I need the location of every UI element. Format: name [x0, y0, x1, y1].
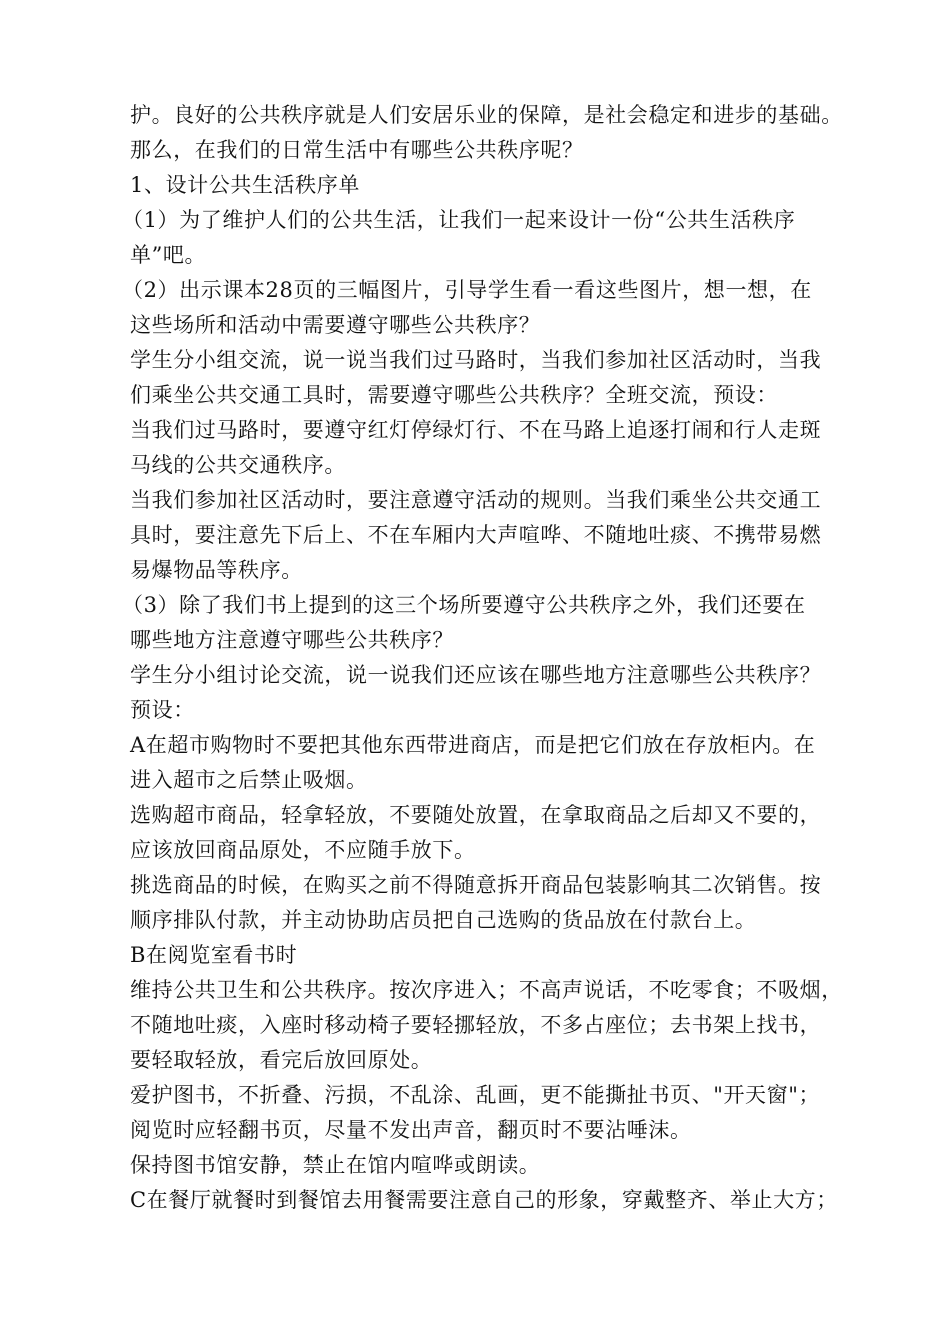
text-line: 那么，在我们的日常生活中有哪些公共秩序呢？ — [130, 138, 584, 162]
text-line: 进入超市之后禁止吸烟。 — [130, 768, 368, 792]
text-line: 学生分小组交流，说一说当我们过马路时，当我们参加社区活动时，当我 — [130, 348, 822, 372]
text-line: 不随地吐痰，入座时移动椅子要轻挪轻放，不多占座位；去书架上找书， — [130, 1013, 822, 1037]
text-line: 单”吧。 — [130, 243, 207, 267]
text-line: 当我们参加社区活动时，要注意遵守活动的规则。当我们乘坐公共交通工 — [130, 488, 822, 512]
text-line: 维持公共卫生和公共秩序。按次序进入；不高声说话，不吃零食；不吸烟， — [130, 978, 843, 1002]
text-line: 预设： — [130, 698, 195, 722]
text-line: 选购超市商品，轻拿轻放，不要随处放置，在拿取商品之后却又不要的， — [130, 803, 822, 827]
text-line: 具时，要注意先下后上、不在车厢内大声喧哗、不随地吐痰、不携带易燃 — [130, 523, 822, 547]
text-line: 要轻取轻放，看完后放回原处。 — [130, 1048, 433, 1072]
text-line: 阅览时应轻翻书页，尽量不发出声音，翻页时不要沾唾沫。 — [130, 1118, 692, 1142]
text-line: 挑选商品的时候，在购买之前不得随意拆开商品包装影响其二次销售。按 — [130, 873, 822, 897]
text-line: （1）为了维护人们的公共生活，让我们一起来设计一份“公共生活秩序 — [122, 208, 796, 232]
text-line: 保持图书馆安静，禁止在馆内喧哗或朗读。 — [130, 1153, 541, 1177]
text-line: 爱护图书，不折叠、污损，不乱涂、乱画，更不能撕扯书页、"开天窗"； — [130, 1083, 821, 1107]
text-line: 这些场所和活动中需要遵守哪些公共秩序？ — [130, 313, 541, 337]
text-line: （2）出示课本28页的三幅图片，引导学生看一看这些图片，想一想，在 — [122, 278, 812, 302]
text-line: C在餐厅就餐时到餐馆去用餐需要注意自己的形象，穿戴整齐、举止大方； — [130, 1188, 838, 1212]
text-line: 顺序排队付款，并主动协助店员把自己选购的货品放在付款台上。 — [130, 908, 757, 932]
text-line: B在阅览室看书时 — [130, 943, 298, 967]
text-line: 当我们过马路时，要遵守红灯停绿灯行、不在马路上追逐打闹和行人走斑 — [130, 418, 822, 442]
text-line: 哪些地方注意遵守哪些公共秩序？ — [130, 628, 454, 652]
text-line: 马线的公共交通秩序。 — [130, 453, 346, 477]
text-line: A在超市购物时不要把其他东西带进商店，而是把它们放在存放柜内。在 — [130, 733, 816, 757]
text-line: 护。良好的公共秩序就是人们安居乐业的保障，是社会稳定和进步的基础。 — [130, 103, 843, 127]
text-line: 应该放回商品原处，不应随手放下。 — [130, 838, 476, 862]
text-line: （3）除了我们书上提到的这三个场所要遵守公共秩序之外，我们还要在 — [122, 593, 806, 617]
text-line: 易爆物品等秩序。 — [130, 558, 303, 582]
text-line: 学生分小组讨论交流，说一说我们还应该在哪些地方注意哪些公共秩序？ — [130, 663, 822, 687]
text-line: 们乘坐公共交通工具时，需要遵守哪些公共秩序？全班交流，预设： — [130, 383, 778, 407]
section-heading: 1、设计公共生活秩序单 — [130, 173, 360, 197]
